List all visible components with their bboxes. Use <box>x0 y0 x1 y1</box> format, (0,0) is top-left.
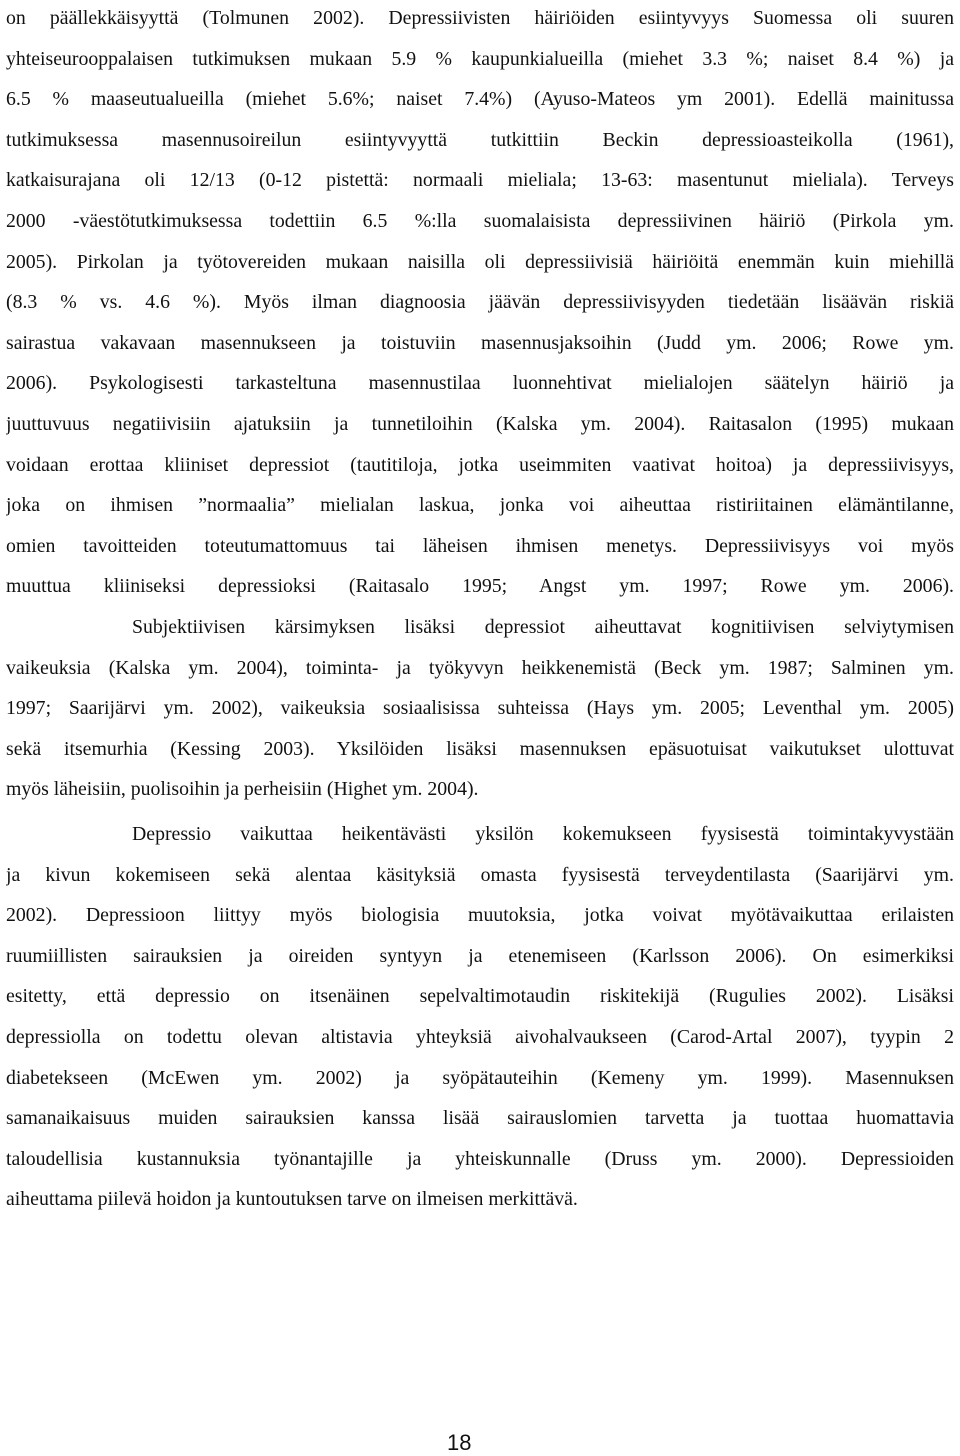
text-line: diabetekseen (McEwen ym. 2002) ja syöpätauteihin (Kemeny ym. 1999). Masennuksen <box>6 1066 954 1089</box>
paragraph-consequences <box>6 607 954 810</box>
text-line: sairastua vakavaan masennukseen ja toistuviin masennusjaksoihin (Judd ym. 2006; Rowe ym. <box>6 331 954 354</box>
body-text-top <box>6 0 954 810</box>
text-line: Subjektiivisen kärsimyksen lisäksi depressiot aiheuttavat kognitiivisen selviytymisen <box>132 615 954 638</box>
text-line: vaikeuksia (Kalska ym. 2004), toiminta- ja työkyvyn heikkenemistä (Beck ym. 1987; Salminen ym. <box>6 656 954 679</box>
text-line: juuttuvuus negatiivisiin ajatuksiin ja tunnetiloihin (Kalska ym. 2004). Raitasalon (1995) mukaan <box>6 412 954 435</box>
text-line: muuttua kliiniseksi depressioksi (Raitasalo 1995; Angst ym. 1997; Rowe ym. 2006). <box>6 575 954 598</box>
text-line: esitetty, että depressio on itsenäinen sepelvaltimotaudin riskitekijä (Rugulies 2002). Lisäksi <box>6 985 954 1008</box>
paragraph-prevalence <box>6 0 954 607</box>
text-line: (8.3 % vs. 4.6 %). Myös ilman diagnoosia jäävän depressiivisyyden tiedetään lisäävän riskiä <box>6 291 954 314</box>
text-line: 6.5 % maaseutualueilla (miehet 5.6%; naiset 7.4%) (Ayuso-Mateos ym 2001). Edellä mainitussa <box>6 88 954 111</box>
body-text-bottom <box>6 814 954 1220</box>
text-line: voidaan erottaa kliiniset depressiot (tautitiloja, jotka useimmiten vaativat hoitoa) ja depressiivisyys, <box>6 453 954 476</box>
text-line: taloudellisia kustannuksia työnantajille ja yhteiskunnalle (Druss ym. 2000). Depressioiden <box>6 1147 954 1170</box>
text-line: sekä itsemurhia (Kessing 2003). Yksilöiden lisäksi masennuksen epäsuotuisat vaikutukset ulottuvat <box>6 737 954 760</box>
text-line: 2005). Pirkolan ja työtovereiden mukaan naisilla oli depressiivisiä häiriöitä enemmän kuin miehillä <box>6 250 954 273</box>
text-line: 1997; Saarijärvi ym. 2002), vaikeuksia sosiaalisissa suhteissa (Hays ym. 2005; Leventhal ym. 2005) <box>6 697 954 720</box>
text-line: aiheuttama piilevä hoidon ja kuntoutuksen tarve on ilmeisen merkittävä. <box>6 1188 578 1211</box>
text-line: depressiolla on todettu olevan altistavia yhteyksiä aivohalvaukseen (Carod-Artal 2007), tyypin 2 <box>6 1025 954 1048</box>
text-line: 2002). Depressioon liittyy myös biologisia muutoksia, jotka voivat myötävaikuttaa erilaisten <box>6 904 954 927</box>
text-line: on päällekkäisyyttä (Tolmunen 2002). Depressiivisten häiriöiden esiintyvyys Suomessa oli suuren <box>6 7 954 29</box>
text-line: 2006). Psykologisesti tarkasteltuna masennustilaa luonnehtivat mielialojen säätelyn häiriö ja <box>6 372 954 395</box>
text-line: samanaikaisuus muiden sairauksien kanssa lisää sairauslomien tarvetta ja tuottaa huomattavia <box>6 1107 954 1130</box>
text-line: Depressio vaikuttaa heikentävästi yksilön kokemukseen fyysisestä toimintakyvystään <box>132 823 954 845</box>
text-line: omien tavoitteiden toteutumattomuus tai läheisen ihmisen menetys. Depressiivisyys voi myös <box>6 534 954 557</box>
text-line: 2000 -väestötutkimuksessa todettiin 6.5 %:lla suomalaisista depressiivinen häiriö (Pirkola ym. <box>6 209 954 232</box>
text-line: myös läheisiin, puolisoihin ja perheisiin (Highet ym. 2004). <box>6 778 479 801</box>
paragraph-physical-health <box>6 814 954 1220</box>
text-line: katkaisurajana oli 12/13 (0-12 pistettä: normaali mieliala; 13-63: masentunut mieliala). Terveys <box>6 169 954 192</box>
text-line: ruumiillisten sairauksien ja oireiden syntyyn ja etenemiseen (Karlsson 2006). On esimerkiksi <box>6 944 954 967</box>
text-line: joka on ihmisen ”normaalia” mielialan laskua, jonka voi aiheuttaa ristiriitainen elämäntilanne, <box>6 494 954 517</box>
page-number: 18 <box>447 1430 472 1455</box>
text-line: ja kivun kokemiseen sekä alentaa käsityksiä omasta fyysisestä terveydentilasta (Saarijärvi ym. <box>6 863 954 886</box>
text-line: yhteiseurooppalaisen tutkimuksen mukaan 5.9 % kaupunkialueilla (miehet 3.3 %; naiset 8.4 %) ja <box>6 47 954 70</box>
text-line: tutkimuksessa masennusoireilun esiintyvyyttä tutkittiin Beckin depressioasteikolla (1961), <box>6 128 954 151</box>
